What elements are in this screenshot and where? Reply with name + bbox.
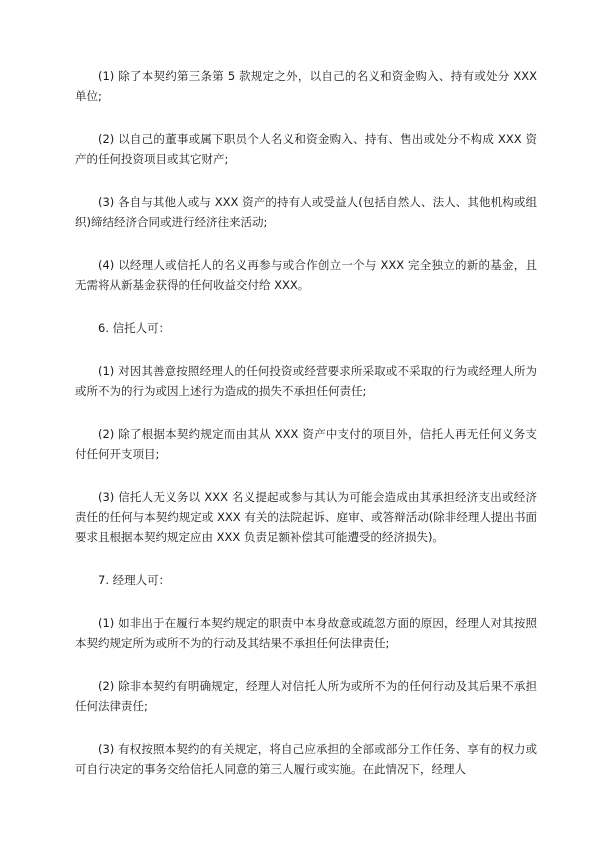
clause-5-item-2: (2) 以自己的董事或属下职员个人名义和资金购入、持有、售出或处分不构成 XXX 资产的任何投资项目或其它财产;	[75, 132, 537, 166]
clause-6-item-2: (2) 除了根据本契约规定而由其从 XXX 资产中支付的项目外，信托人再无任何义务支付任何开支项目;	[75, 427, 537, 461]
clause-5-item-3: (3) 各自与其他人或与 XXX 资产的持有人或受益人(包括自然人、法人、其他机构或组织)缔结经济合同或进行经济往来活动;	[75, 195, 537, 229]
clause-7-item-2: (2) 除非本契约有明确规定，经理人对信托人所为或所不为的任何行动及其后果不承担任何法律责任;	[75, 679, 537, 713]
clause-6-item-1: (1) 对因其善意按照经理人的任何投资或经营要求所采取或不采取的行为或经理人所为或所不为的行为或因上述行为造成的损失不承担任何责任;	[75, 364, 537, 398]
clause-6-item-3: (3) 信托人无义务以 XXX 名义提起或参与其认为可能会造成由其承担经济支出或经济责任的任何与本契约规定或 XXX 有关的法院起诉、庭审、或答辩活动(除非经理人提出书面要求且根据本契约规定应由 XXX 负责足额补偿其可能遭受的经济损失)。	[75, 490, 537, 544]
clause-7-heading: 7. 经理人可：	[98, 573, 171, 587]
clause-7-item-1: (1) 如非出于在履行本契约规定的职责中本身故意或疏忽方面的原因，经理人对其按照本契约规定所为或所不为的行动及其结果不承担任何法律责任;	[75, 616, 537, 650]
clause-5-item-1: (1) 除了本契约第三条第 5 款规定之外，以自己的名义和资金购入、持有或处分 XXX 单位;	[75, 69, 537, 103]
document-body	[75, 66, 537, 802]
clause-7-item-3: (3) 有权按照本契约的有关规定，将自己应承担的全部或部分工作任务、享有的权力或可自行决定的事务交给信托人同意的第三人履行或实施。在此情况下，经理人	[75, 742, 537, 776]
clause-6-heading: 6. 信托人可：	[98, 321, 171, 335]
clause-5-item-4: (4) 以经理人或信托人的名义再参与或合作创立一个与 XXX 完全独立的新的基金，且无需将从新基金获得的任何收益交付给 XXX。	[75, 258, 537, 292]
